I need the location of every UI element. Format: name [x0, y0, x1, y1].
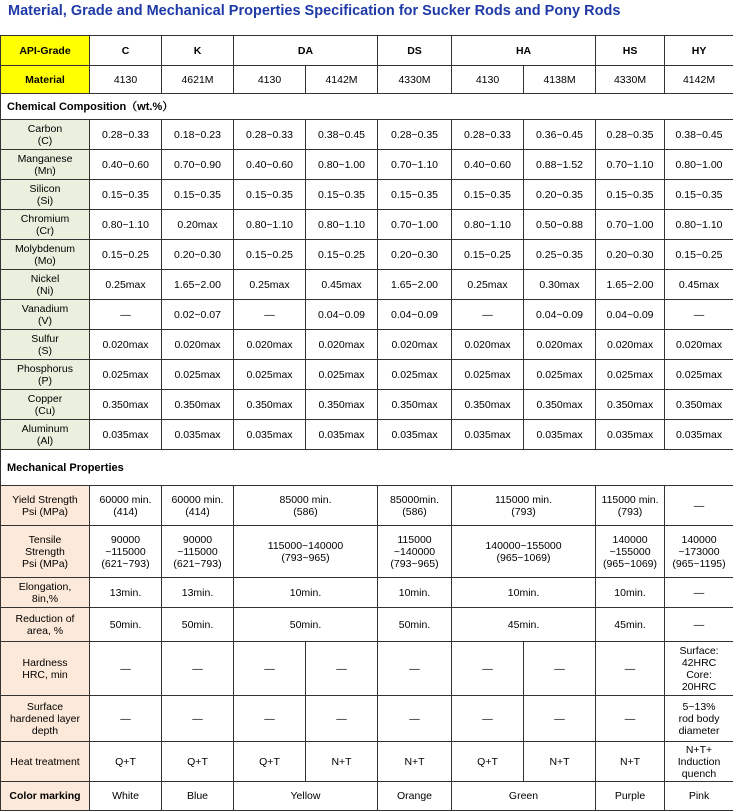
value-cell: 1.65~2.00: [596, 270, 665, 300]
element-name: Chromium: [2, 213, 88, 225]
value-cell: 0.15~0.25: [306, 240, 378, 270]
value-cell: 10min.: [378, 578, 452, 608]
value-cell: 0.25max: [234, 270, 306, 300]
value-cell: 10min.: [452, 578, 596, 608]
value-cell: Surface: 42HRC Core: 20HRC: [665, 642, 733, 696]
value-cell: 45min.: [452, 608, 596, 642]
value-cell: —: [524, 642, 596, 696]
element-label: [1, 240, 90, 270]
chemical-section-row: [1, 94, 733, 120]
value-cell: 0.80~1.00: [306, 150, 378, 180]
element-name: Phosphorus: [2, 363, 88, 375]
value-cell: 0.15~0.35: [452, 180, 524, 210]
value-cell: —: [452, 642, 524, 696]
value-cell: 0.020max: [378, 330, 452, 360]
value-cell: 85000min. (586): [378, 486, 452, 526]
value-cell: 0.04~0.09: [596, 300, 665, 330]
value-cell: 0.15~0.35: [162, 180, 234, 210]
material-cell: 4138M: [524, 66, 596, 94]
value-cell: 10min.: [234, 578, 378, 608]
value-cell: 0.025max: [596, 360, 665, 390]
value-cell: 90000 ~115000 (621~793): [90, 526, 162, 578]
element-name: Carbon: [2, 123, 88, 135]
value-cell: —: [306, 696, 378, 742]
value-cell: 0.04~0.09: [378, 300, 452, 330]
value-cell: 0.28~0.35: [378, 120, 452, 150]
element-label: [1, 180, 90, 210]
element-symbol: (Al): [2, 435, 88, 447]
value-cell: 0.15~0.35: [378, 180, 452, 210]
value-cell: 0.15~0.35: [665, 180, 733, 210]
element-symbol: (Si): [2, 195, 88, 207]
value-cell: 0.15~0.25: [665, 240, 733, 270]
material-row: [1, 66, 733, 94]
value-cell: 0.25max: [452, 270, 524, 300]
chemical-row: [1, 180, 733, 210]
element-symbol: (C): [2, 135, 88, 147]
value-cell: —: [452, 300, 524, 330]
tensile-strength-row: [1, 526, 733, 578]
element-label: [1, 330, 90, 360]
element-label: [1, 270, 90, 300]
value-cell: White: [90, 782, 162, 811]
page-title: Material, Grade and Mechanical Properties Specification for Sucker Rods and Pony Rods: [8, 3, 620, 19]
value-cell: 0.350max: [234, 390, 306, 420]
element-symbol: (Mo): [2, 255, 88, 267]
value-cell: —: [524, 696, 596, 742]
grade-hs: HS: [596, 36, 665, 66]
value-cell: N+T: [306, 742, 378, 782]
element-name: Vanadium: [2, 303, 88, 315]
value-cell: 0.70~1.00: [378, 210, 452, 240]
material-cell: 4330M: [378, 66, 452, 94]
value-cell: 0.80~1.10: [452, 210, 524, 240]
value-cell: 13min.: [90, 578, 162, 608]
material-cell: 4130: [234, 66, 306, 94]
value-cell: 0.035max: [90, 420, 162, 450]
value-cell: —: [90, 642, 162, 696]
row-label: Surface hardened layer depth: [1, 696, 90, 742]
value-cell: 0.20~0.30: [596, 240, 665, 270]
value-cell: 0.020max: [306, 330, 378, 360]
value-cell: 60000 min. (414): [162, 486, 234, 526]
value-cell: —: [234, 300, 306, 330]
value-cell: Purple: [596, 782, 665, 811]
value-cell: 0.50~0.88: [524, 210, 596, 240]
api-grade-label: API-Grade: [1, 36, 90, 66]
value-cell: Green: [452, 782, 596, 811]
value-cell: 0.025max: [234, 360, 306, 390]
element-label: [1, 300, 90, 330]
value-cell: 0.02~0.07: [162, 300, 234, 330]
value-cell: 85000 min. (586): [234, 486, 378, 526]
value-cell: 0.80~1.10: [306, 210, 378, 240]
element-symbol: (Cu): [2, 405, 88, 417]
element-symbol: (S): [2, 345, 88, 357]
chemical-row: [1, 330, 733, 360]
value-cell: 0.80~1.10: [90, 210, 162, 240]
value-cell: 0.28~0.33: [90, 120, 162, 150]
element-label: [1, 120, 90, 150]
value-cell: 50min.: [162, 608, 234, 642]
value-cell: 0.15~0.35: [596, 180, 665, 210]
value-cell: 1.65~2.00: [162, 270, 234, 300]
value-cell: —: [234, 696, 306, 742]
row-label: Elongation, 8in,%: [1, 578, 90, 608]
mechanical-section-row: [1, 450, 733, 486]
chemical-row: [1, 240, 733, 270]
value-cell: Q+T: [234, 742, 306, 782]
element-symbol: (Cr): [2, 225, 88, 237]
value-cell: 0.035max: [596, 420, 665, 450]
value-cell: Pink: [665, 782, 733, 811]
value-cell: 0.035max: [234, 420, 306, 450]
value-cell: 0.38~0.45: [306, 120, 378, 150]
material-cell: 4621M: [162, 66, 234, 94]
grade-k: K: [162, 36, 234, 66]
value-cell: 0.28~0.33: [234, 120, 306, 150]
value-cell: 0.28~0.33: [452, 120, 524, 150]
value-cell: 0.025max: [378, 360, 452, 390]
yield-strength-row: [1, 486, 733, 526]
chemical-row: [1, 270, 733, 300]
value-cell: 0.80~1.10: [234, 210, 306, 240]
value-cell: 115000~140000 (793~965): [234, 526, 378, 578]
value-cell: 0.70~0.90: [162, 150, 234, 180]
chemical-row: [1, 360, 733, 390]
color-marking-row: [1, 782, 733, 811]
chemical-row: [1, 390, 733, 420]
value-cell: 0.035max: [524, 420, 596, 450]
value-cell: —: [665, 300, 733, 330]
value-cell: 0.70~1.10: [378, 150, 452, 180]
chemical-row: [1, 420, 733, 450]
value-cell: Orange: [378, 782, 452, 811]
value-cell: 0.25max: [90, 270, 162, 300]
material-cell: 4130: [452, 66, 524, 94]
row-label: Reduction of area, %: [1, 608, 90, 642]
chemical-row: [1, 300, 733, 330]
value-cell: 0.350max: [90, 390, 162, 420]
element-label: [1, 210, 90, 240]
value-cell: 0.025max: [90, 360, 162, 390]
value-cell: 0.020max: [596, 330, 665, 360]
value-cell: 0.15~0.25: [90, 240, 162, 270]
value-cell: —: [162, 696, 234, 742]
value-cell: 0.70~1.00: [596, 210, 665, 240]
value-cell: —: [665, 578, 733, 608]
value-cell: 0.15~0.35: [306, 180, 378, 210]
value-cell: 0.020max: [524, 330, 596, 360]
chemical-rows: [1, 120, 733, 450]
value-cell: 0.38~0.45: [665, 120, 733, 150]
chemical-section-title: Chemical Composition（wt.%）: [1, 94, 733, 120]
value-cell: 0.88~1.52: [524, 150, 596, 180]
value-cell: 0.04~0.09: [524, 300, 596, 330]
chemical-row: [1, 150, 733, 180]
value-cell: 0.15~0.35: [234, 180, 306, 210]
value-cell: N+T+ Induction quench: [665, 742, 733, 782]
value-cell: —: [665, 608, 733, 642]
value-cell: 0.020max: [234, 330, 306, 360]
element-symbol: (Ni): [2, 285, 88, 297]
value-cell: Yellow: [234, 782, 378, 811]
value-cell: Q+T: [162, 742, 234, 782]
element-symbol: (P): [2, 375, 88, 387]
value-cell: —: [306, 642, 378, 696]
value-cell: 0.025max: [665, 360, 733, 390]
value-cell: 0.40~0.60: [452, 150, 524, 180]
value-cell: —: [162, 642, 234, 696]
value-cell: —: [665, 486, 733, 526]
value-cell: 13min.: [162, 578, 234, 608]
value-cell: 0.15~0.35: [90, 180, 162, 210]
value-cell: 0.020max: [162, 330, 234, 360]
value-cell: 140000 ~173000 (965~1195): [665, 526, 733, 578]
elongation-row: [1, 578, 733, 608]
value-cell: —: [596, 696, 665, 742]
value-cell: 140000~155000 (965~1069): [452, 526, 596, 578]
row-label: Tensile Strength Psi (MPa): [1, 526, 90, 578]
element-label: [1, 420, 90, 450]
value-cell: 0.350max: [665, 390, 733, 420]
value-cell: 5~13% rod body diameter: [665, 696, 733, 742]
value-cell: 0.020max: [452, 330, 524, 360]
value-cell: 0.28~0.35: [596, 120, 665, 150]
element-name: Nickel: [2, 273, 88, 285]
value-cell: 0.350max: [524, 390, 596, 420]
value-cell: 0.350max: [596, 390, 665, 420]
hardness-row: [1, 642, 733, 696]
element-name: Sulfur: [2, 333, 88, 345]
value-cell: N+T: [596, 742, 665, 782]
value-cell: 10min.: [596, 578, 665, 608]
spec-table: [0, 35, 733, 811]
material-cell: 4142M: [665, 66, 733, 94]
value-cell: 0.20~0.30: [162, 240, 234, 270]
value-cell: —: [378, 696, 452, 742]
value-cell: 0.36~0.45: [524, 120, 596, 150]
value-cell: 0.18~0.23: [162, 120, 234, 150]
row-label: Hardness HRC, min: [1, 642, 90, 696]
element-name: Manganese: [2, 153, 88, 165]
value-cell: 0.40~0.60: [90, 150, 162, 180]
value-cell: 115000 min. (793): [452, 486, 596, 526]
value-cell: N+T: [378, 742, 452, 782]
api-grade-row: [1, 36, 733, 66]
value-cell: —: [90, 300, 162, 330]
value-cell: 50min.: [90, 608, 162, 642]
material-cell: 4142M: [306, 66, 378, 94]
value-cell: 0.15~0.25: [234, 240, 306, 270]
value-cell: —: [452, 696, 524, 742]
value-cell: 50min.: [234, 608, 378, 642]
value-cell: 0.025max: [162, 360, 234, 390]
row-label: Heat treatment: [1, 742, 90, 782]
grade-da: DA: [234, 36, 378, 66]
element-name: Copper: [2, 393, 88, 405]
value-cell: 0.20max: [162, 210, 234, 240]
value-cell: 0.40~0.60: [234, 150, 306, 180]
value-cell: 0.035max: [306, 420, 378, 450]
value-cell: 0.70~1.10: [596, 150, 665, 180]
grade-c: C: [90, 36, 162, 66]
mechanical-section-title: Mechanical Properties: [1, 450, 733, 486]
row-label: Yield Strength Psi (MPa): [1, 486, 90, 526]
value-cell: N+T: [524, 742, 596, 782]
value-cell: Q+T: [452, 742, 524, 782]
element-symbol: (Mn): [2, 165, 88, 177]
value-cell: 0.04~0.09: [306, 300, 378, 330]
value-cell: 0.035max: [162, 420, 234, 450]
value-cell: —: [596, 642, 665, 696]
value-cell: 50min.: [378, 608, 452, 642]
value-cell: 0.45max: [665, 270, 733, 300]
value-cell: 0.025max: [306, 360, 378, 390]
element-symbol: (V): [2, 315, 88, 327]
reduction-of-area-row: [1, 608, 733, 642]
value-cell: 0.80~1.00: [665, 150, 733, 180]
value-cell: 90000 ~115000 (621~793): [162, 526, 234, 578]
value-cell: —: [378, 642, 452, 696]
material-label: Material: [1, 66, 90, 94]
value-cell: 140000 ~155000 (965~1069): [596, 526, 665, 578]
chemical-row: [1, 210, 733, 240]
grade-hy: HY: [665, 36, 733, 66]
heat-treatment-row: [1, 742, 733, 782]
value-cell: 0.30max: [524, 270, 596, 300]
value-cell: 0.15~0.25: [452, 240, 524, 270]
value-cell: 0.350max: [162, 390, 234, 420]
value-cell: Q+T: [90, 742, 162, 782]
material-cell: 4130: [90, 66, 162, 94]
surface-layer-row: [1, 696, 733, 742]
element-name: Molybdenum: [2, 243, 88, 255]
value-cell: 0.020max: [665, 330, 733, 360]
value-cell: 45min.: [596, 608, 665, 642]
value-cell: —: [234, 642, 306, 696]
value-cell: 0.20~0.35: [524, 180, 596, 210]
row-label: Color marking: [1, 782, 90, 811]
value-cell: 0.025max: [524, 360, 596, 390]
value-cell: 0.035max: [378, 420, 452, 450]
element-label: [1, 390, 90, 420]
material-cell: 4330M: [596, 66, 665, 94]
value-cell: 0.350max: [306, 390, 378, 420]
grade-ds: DS: [378, 36, 452, 66]
value-cell: 0.25~0.35: [524, 240, 596, 270]
value-cell: 115000 ~140000 (793~965): [378, 526, 452, 578]
value-cell: 0.020max: [90, 330, 162, 360]
value-cell: —: [90, 696, 162, 742]
value-cell: Blue: [162, 782, 234, 811]
element-label: [1, 150, 90, 180]
value-cell: 60000 min. (414): [90, 486, 162, 526]
value-cell: 0.350max: [378, 390, 452, 420]
value-cell: 115000 min. (793): [596, 486, 665, 526]
value-cell: 0.80~1.10: [665, 210, 733, 240]
value-cell: 0.035max: [665, 420, 733, 450]
element-name: Aluminum: [2, 423, 88, 435]
grade-ha: HA: [452, 36, 596, 66]
chemical-row: [1, 120, 733, 150]
value-cell: 0.025max: [452, 360, 524, 390]
element-name: Silicon: [2, 183, 88, 195]
value-cell: 0.350max: [452, 390, 524, 420]
value-cell: 1.65~2.00: [378, 270, 452, 300]
value-cell: 0.45max: [306, 270, 378, 300]
value-cell: 0.035max: [452, 420, 524, 450]
value-cell: 0.20~0.30: [378, 240, 452, 270]
element-label: [1, 360, 90, 390]
